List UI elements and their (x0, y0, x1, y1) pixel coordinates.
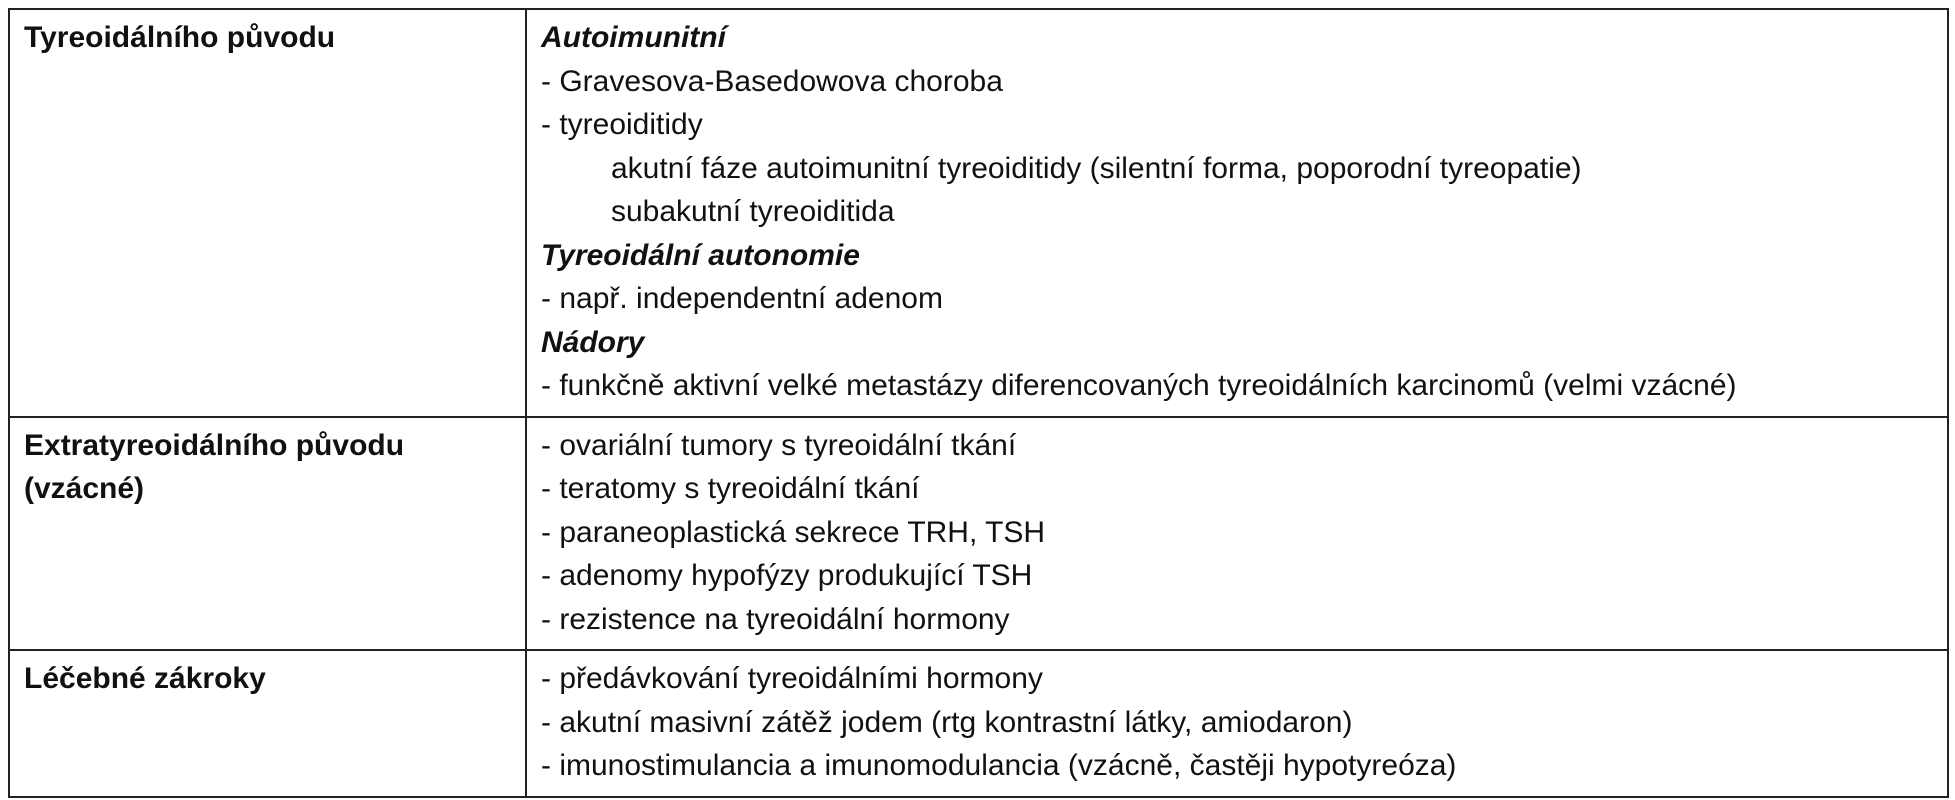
list-item: - teratomy s tyreoidální tkání (541, 472, 920, 505)
indented-item: akutní fáze autoimunitní tyreoiditidy (silentní forma, poporodní tyreopatie) (611, 151, 1582, 185)
items-cell (526, 650, 1948, 797)
list-item: - adenomy hypofýzy produkující TSH (541, 559, 1033, 592)
list-item: - paraneoplastická sekrece TRH, TSH (541, 515, 1046, 549)
category-cell (9, 9, 526, 417)
thyrotoxicosis-causes-table (8, 8, 1949, 798)
list-item: - tyreoiditidy (541, 108, 703, 141)
table-row (9, 9, 1948, 417)
table-row (9, 417, 1948, 651)
list-item: - funkčně aktivní velké metastázy diferencovaných tyreoidálních karcinomů (velmi vzácné) (541, 369, 1737, 402)
items-cell (526, 417, 1948, 651)
category-cell (9, 650, 526, 797)
indented-item: subakutní tyreoiditida (611, 195, 895, 228)
subheading: Nádory (541, 325, 645, 359)
list-item: - akutní masivní zátěž jodem (rtg kontrastní látky, amiodaron) (541, 705, 1353, 739)
list-item: - předávkování tyreoidálními hormony (541, 662, 1043, 695)
category-label: Léčebné zákroky (24, 662, 266, 695)
table-wrapper (8, 8, 1949, 798)
category-note: (vzácné) (24, 472, 145, 505)
list-item: - rezistence na tyreoidální hormony (541, 602, 1010, 636)
table-row (9, 650, 1948, 797)
category-cell (9, 417, 526, 651)
list-item: - ovariální tumory s tyreoidální tkání (541, 428, 1017, 462)
category-label: Extratyreoidálního původu (24, 428, 405, 462)
subheading: Tyreoidální autonomie (541, 238, 860, 272)
items-cell (526, 9, 1948, 417)
category-label: Tyreoidálního původu (24, 21, 336, 54)
list-item: - Gravesova-Basedowova choroba (541, 64, 1003, 98)
list-item: - např. independentní adenom (541, 282, 943, 315)
subheading: Autoimunitní (541, 21, 726, 54)
list-item: - imunostimulancia a imunomodulancia (vzácně, častěji hypotyreóza) (541, 749, 1457, 782)
